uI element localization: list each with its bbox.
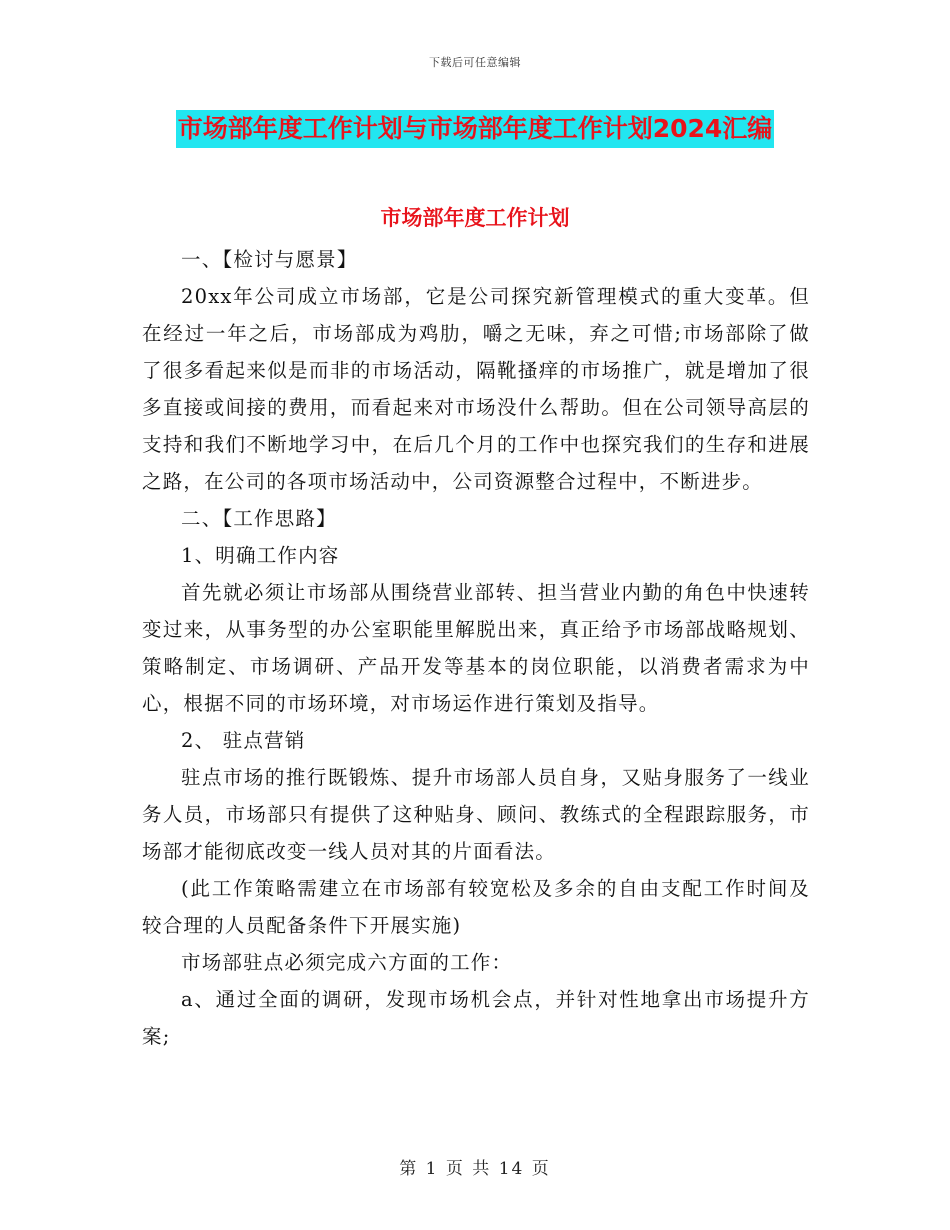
heading-work-ideas: 二、【工作思路】 [181, 507, 337, 530]
subheading-clarify-work: 1、明确工作内容 [181, 544, 340, 567]
heading-review-vision: 一、【检讨与愿景】 [181, 248, 358, 271]
section-title: 市场部年度工作计划 [380, 206, 570, 230]
page-number-footer: 第 1 页 共 14 页 [399, 1159, 551, 1179]
paragraph-six-tasks-intro: 市场部驻点必须完成六方面的工作： [181, 951, 513, 974]
subheading-onsite-marketing: 2、 驻点营销 [181, 729, 306, 752]
paragraph-strategy-note: (此工作策略需建立在市场部有较宽松及多余的自由支配工作时间及较合理的人员配备条件下开展实施) [142, 877, 810, 937]
paragraph-onsite-marketing: 驻点市场的推行既锻炼、提升市场部人员自身，又贴身服务了一线业务人员，市场部只有提供了这种贴身、顾问、教练式的全程跟踪服务，市场部才能彻底改变一线人员对其的片面看法。 [142, 766, 810, 863]
list-item-a: a、通过全面的调研，发现市场机会点，并针对性地拿出市场提升方案; [142, 988, 810, 1048]
document-main-title: 市场部年度工作计划与市场部年度工作计划2024汇编 [176, 110, 775, 148]
main-title-container [0, 110, 950, 148]
document-body [142, 241, 810, 1055]
paragraph-review: 20xx年公司成立市场部，它是公司探究新管理模式的重大变革。但在经过一年之后，市场部成为鸡肋，嚼之无味，弃之可惜;市场部除了做了很多看起来似是而非的市场活动，隔靴搔痒的市场推广，就是增加了很多直接或间接的费用，而看起来对市场没什么帮助。但在公司领导高层的支持和我们不断地学习中，在后几个月的工作中也探究我们的生存和进展之路，在公司的各项市场活动中，公司资源整合过程中，不断进步。 [142, 285, 810, 493]
page-header-note: 下载后可任意编辑 [429, 56, 521, 69]
paragraph-clarify-work: 首先就必须让市场部从围绕营业部转、担当营业内勤的角色中快速转变过来，从事务型的办公室职能里解脱出来，真正给予市场部战略规划、策略制定、市场调研、产品开发等基本的岗位职能，以消费者需求为中心，根据不同的市场环境，对市场运作进行策划及指导。 [142, 581, 810, 715]
